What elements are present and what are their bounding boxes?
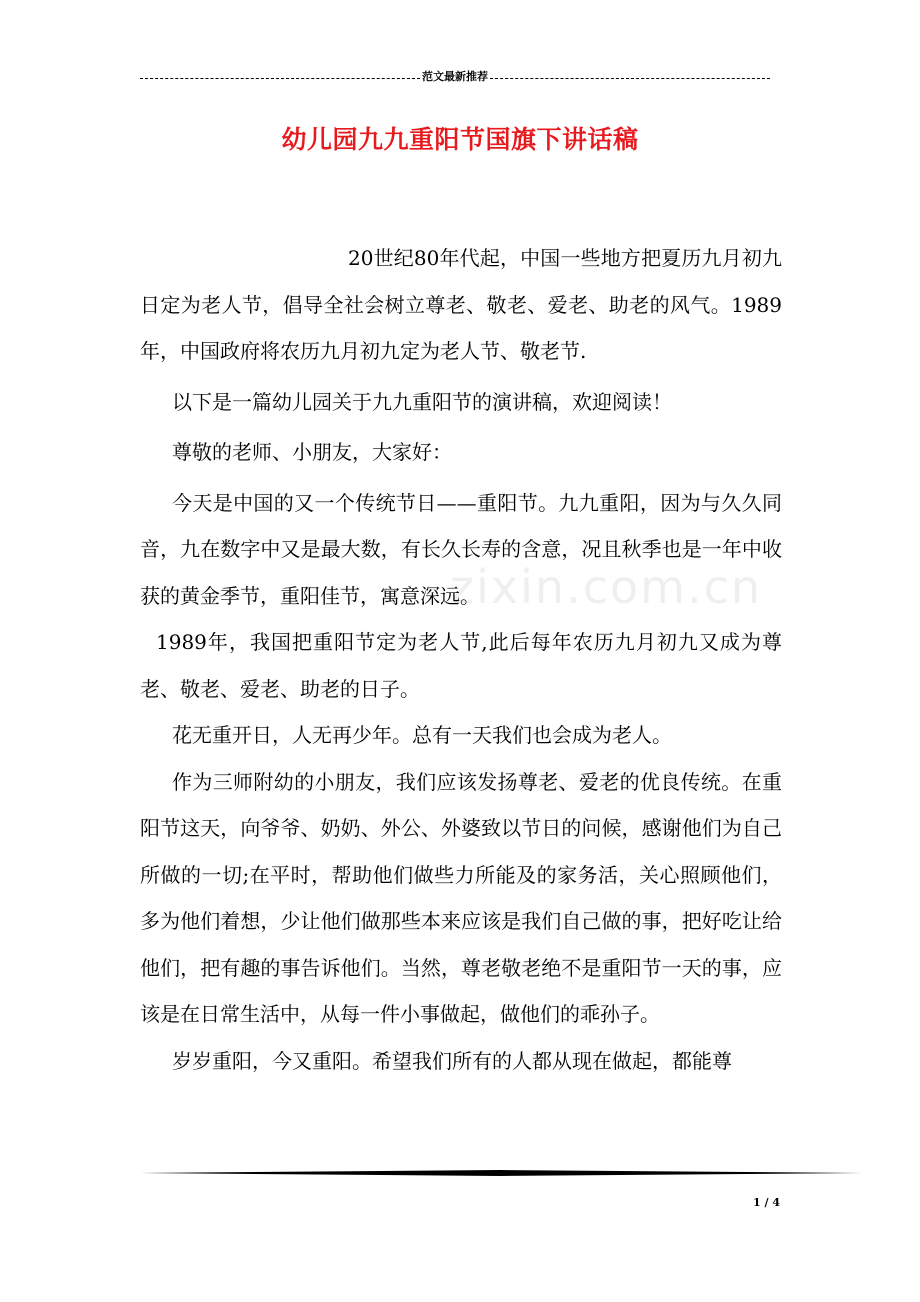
document-body xyxy=(140,235,782,1084)
watermark: zixin.com.cn xyxy=(450,560,763,614)
header-banner xyxy=(140,68,770,86)
paragraph-festival: 今天是中国的又一个传统节日——重阳节。九九重阳，因为与久久同音，九在数字中又是最大数，有长久长寿的含意，况且秋季也是一年中收获的黄金季节，重阳佳节，寓意深远。 xyxy=(140,490,782,608)
header-dashes-right xyxy=(490,78,770,79)
footer-rule xyxy=(140,1170,862,1176)
paragraph-saying: 花无重开日，人无再少年。总有一天我们也会成为老人。 xyxy=(172,723,672,747)
header-dashes-left xyxy=(140,78,420,79)
paragraph-intro: 20世纪80年代起，中国一些地方把夏历九月初九日定为老人节，倡导全社会树立尊老、敬老、爱老、助老的风气。1989年，中国政府将农历九月初九定为老人节、敬老节. xyxy=(140,246,782,363)
paragraph-action: 作为三师附幼的小朋友，我们应该发扬尊老、爱老的优良传统。在重阳节这天，向爷爷、奶奶、外公、外婆致以节日的问候，感谢他们为自己所做的一切;在平时，帮助他们做些力所能及的家务活，关心照顾他们，多为他们着想，少让他们做那些本来应该是我们自己做的事，把好吃让给他们，把有趣的事告诉他们。当然，尊老敬老绝不是重阳节一天的事，应该是在日常生活中，从每一件小事做起，做他们的乖孙子。 xyxy=(140,769,782,1026)
paragraph-closing: 岁岁重阳，今又重阳。希望我们所有的人都从现在做起，都能尊 xyxy=(172,1048,732,1073)
page-number: 1 / 4 xyxy=(753,1196,780,1209)
paragraph-lead: 以下是一篇幼儿园关于九九重阳节的演讲稿，欢迎阅读！ xyxy=(172,389,672,414)
paragraph-greeting: 尊敬的老师、小朋友，大家好： xyxy=(172,440,452,464)
paragraph-history: 1989年，我国把重阳节定为老人节,此后每年农历九月初九又成为尊老、敬老、爱老、助老的日子。 xyxy=(140,630,782,701)
document-title: 幼儿园九九重阳节国旗下讲话稿 xyxy=(281,125,639,154)
header-label: 范文最新推荐 xyxy=(422,70,488,83)
